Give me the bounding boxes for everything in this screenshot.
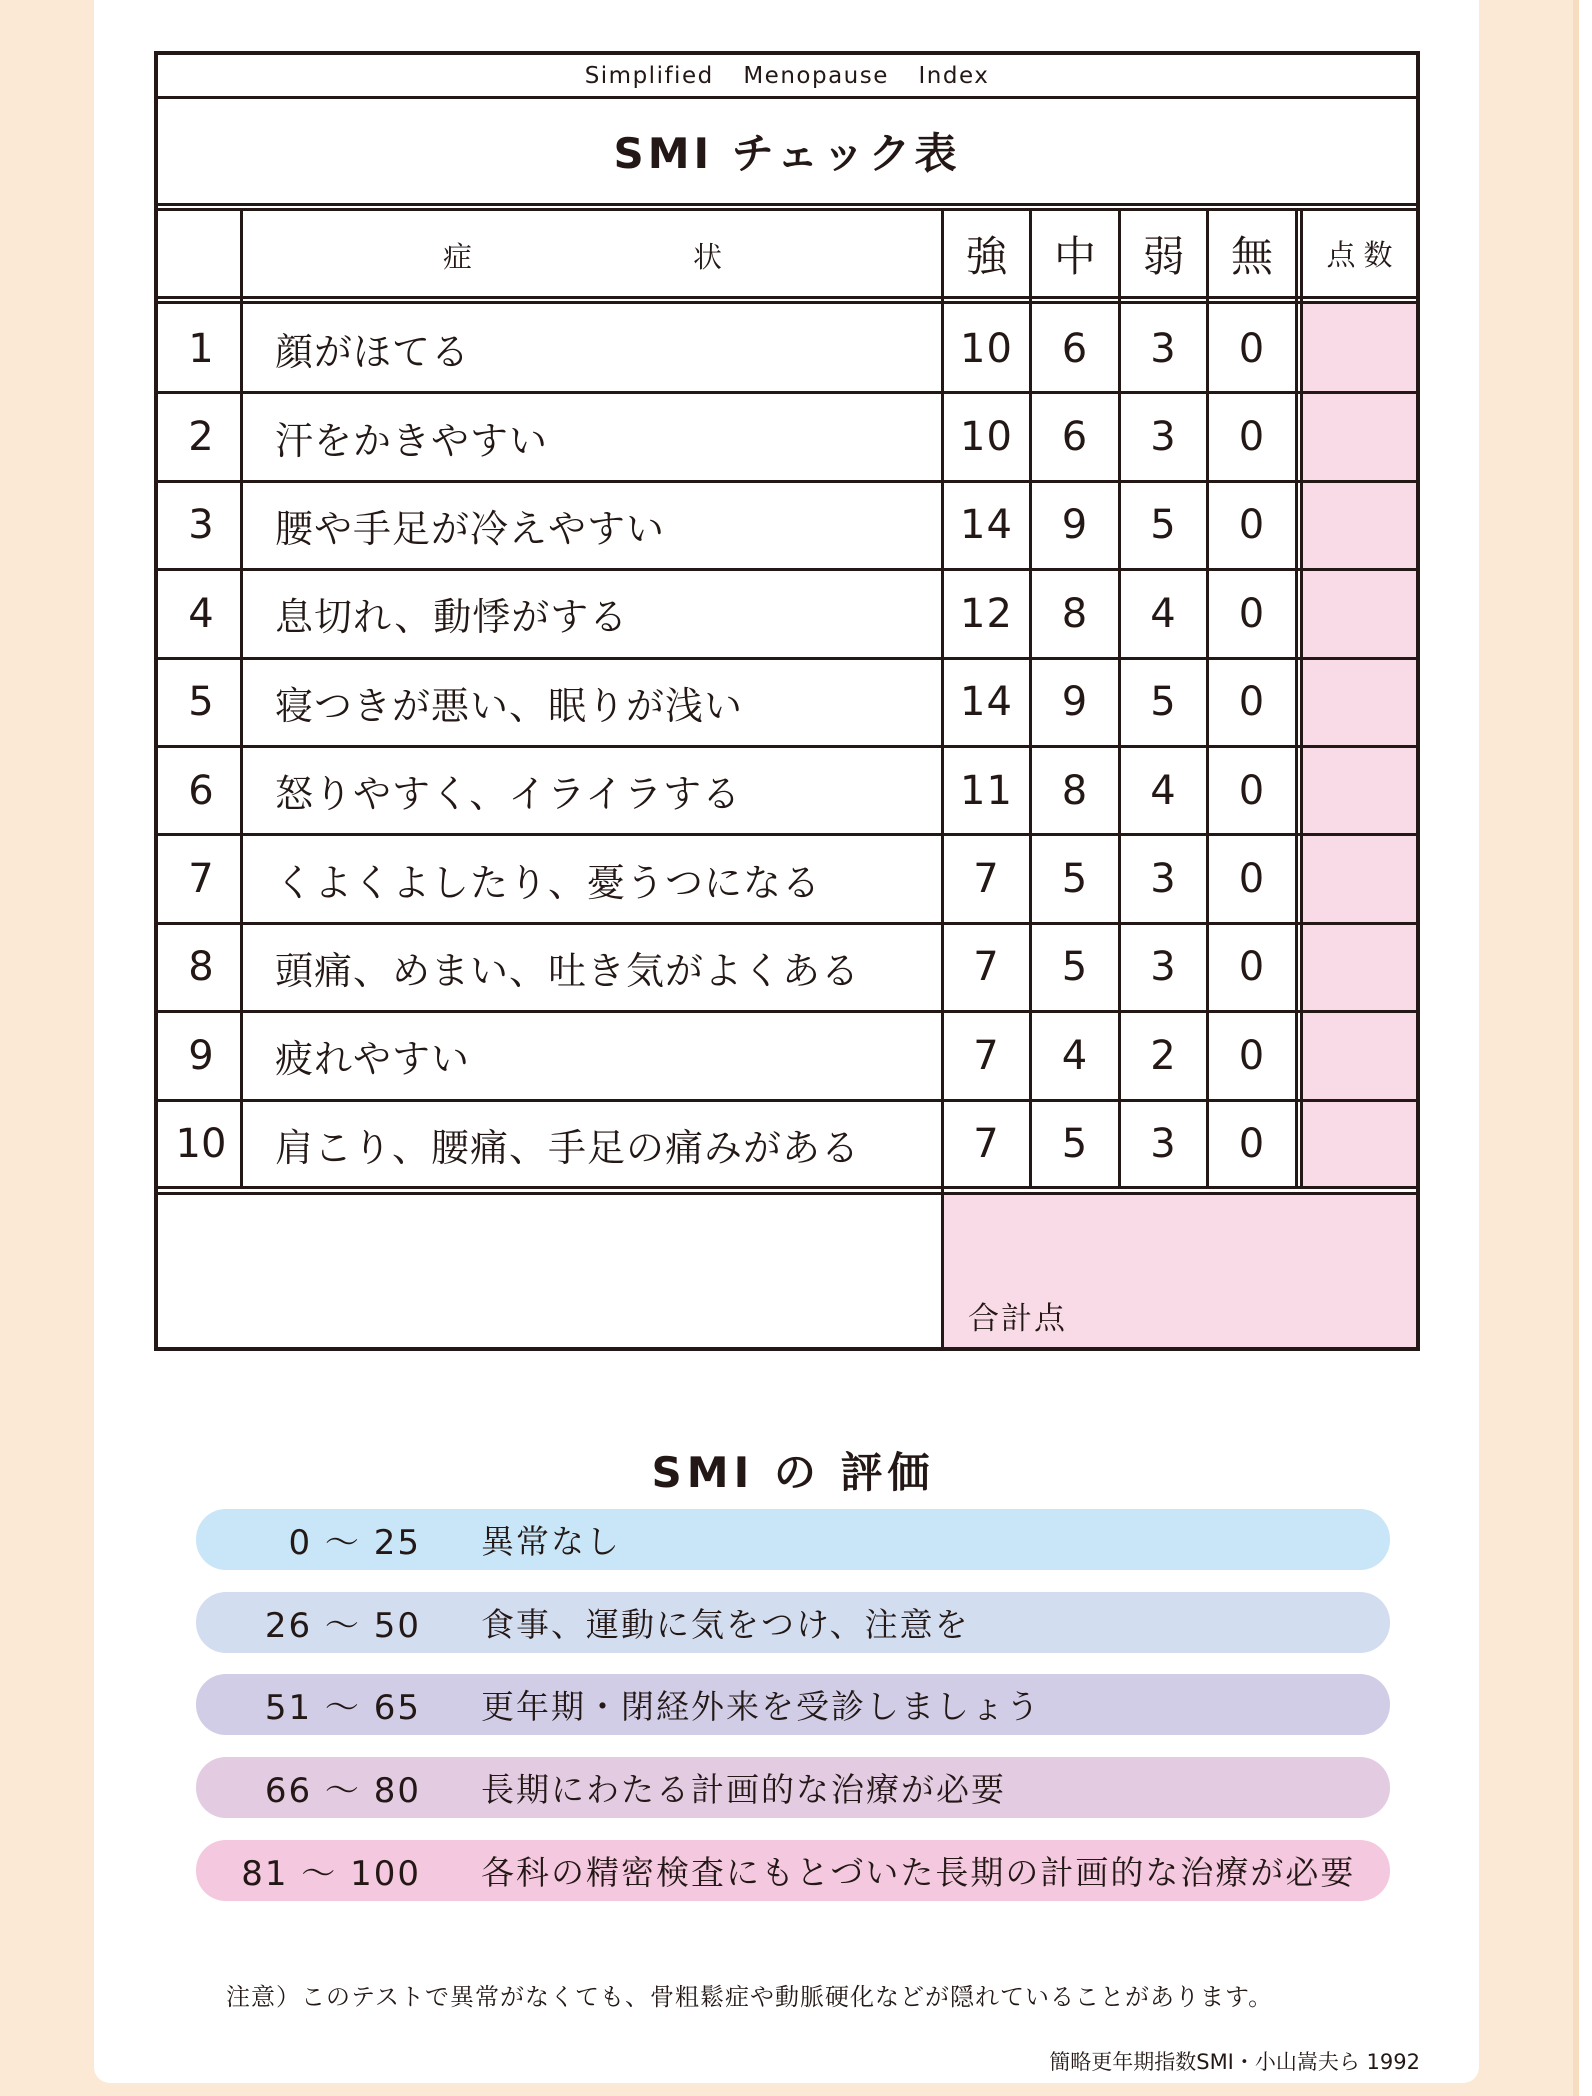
- row-score-weak: 5: [1150, 502, 1177, 549]
- row-score-none: 0: [1238, 679, 1266, 726]
- level-range: 81 ～ 100: [241, 1854, 421, 1894]
- row-score-medium: 5: [1061, 856, 1089, 903]
- row-score-weak: 4: [1150, 767, 1177, 814]
- total-input[interactable]: [944, 1195, 1416, 1347]
- row-symptom: 腰や手足が冷えやすい: [275, 506, 666, 551]
- level-description: 食事、運動に気をつけ、注意を: [481, 1605, 970, 1644]
- row-number: 4: [188, 590, 214, 637]
- row-points-input[interactable]: [1303, 394, 1416, 479]
- row-points-input[interactable]: [1303, 925, 1416, 1010]
- level-range: 0 ～ 25: [288, 1523, 421, 1563]
- header-symptom-left: 症: [443, 240, 473, 274]
- row-score-strong: 7: [973, 1121, 1000, 1168]
- row-points-input[interactable]: [1303, 483, 1416, 568]
- row-symptom: 息切れ、動悸がする: [275, 595, 629, 640]
- table-row: [154, 569, 1420, 657]
- evaluation-level: [196, 1757, 1390, 1818]
- table-row: [154, 658, 1420, 746]
- header-medium: 中: [1053, 231, 1096, 281]
- row-score-strong: 10: [960, 325, 1013, 372]
- row-score-medium: 6: [1061, 414, 1089, 461]
- table-row: [154, 834, 1420, 922]
- row-score-weak: 3: [1150, 325, 1177, 372]
- row-score-none: 0: [1238, 944, 1266, 991]
- row-number: 3: [188, 502, 214, 549]
- row-score-none: 0: [1238, 325, 1266, 372]
- row-score-weak: 5: [1150, 679, 1177, 726]
- header-symptom: [243, 211, 941, 296]
- row-score-medium: 4: [1061, 1032, 1089, 1079]
- level-description: 更年期・閉経外来を受診しましょう: [481, 1687, 1041, 1726]
- row-symptom: 頭痛、めまい、吐き気がよくある: [275, 948, 861, 993]
- row-score-weak: 3: [1150, 414, 1177, 461]
- table-border-bottom: [154, 1347, 1420, 1351]
- row-score-medium: 9: [1061, 679, 1089, 726]
- row-score-none: 0: [1238, 1032, 1266, 1079]
- header-points: 点数: [1326, 238, 1401, 272]
- level-description: 各科の精密検査にもとづいた長期の計画的な治療が必要: [481, 1853, 1356, 1892]
- row-number: 9: [188, 1032, 214, 1079]
- row-score-none: 0: [1238, 590, 1266, 637]
- evaluation-level: [196, 1674, 1390, 1735]
- table-row: [154, 923, 1420, 1011]
- row-points-input[interactable]: [1303, 660, 1416, 745]
- row-number: 6: [188, 767, 214, 814]
- row-symptom: 肩こり、腰痛、手足の痛みがある: [275, 1125, 861, 1170]
- row-number: 2: [188, 414, 214, 461]
- row-score-medium: 6: [1061, 325, 1089, 372]
- row-score-none: 0: [1238, 767, 1266, 814]
- row-score-strong: 10: [960, 414, 1013, 461]
- header-none: 無: [1230, 231, 1273, 281]
- symptom-rows: [154, 304, 1420, 1188]
- row-points-input[interactable]: [1303, 836, 1416, 921]
- row-score-strong: 7: [973, 944, 1000, 991]
- row-points-input[interactable]: [1303, 306, 1416, 391]
- row-score-strong: 12: [960, 590, 1013, 637]
- row-score-medium: 5: [1061, 944, 1089, 991]
- row-score-none: 0: [1238, 856, 1266, 903]
- table-row: [154, 481, 1420, 569]
- row-points-input[interactable]: [1303, 571, 1416, 656]
- row-symptom: 怒りやすく、イライラする: [275, 772, 742, 817]
- evaluation-level: [196, 1840, 1390, 1901]
- level-description: 長期にわたる計画的な治療が必要: [481, 1770, 1006, 1809]
- row-number: 1: [188, 325, 214, 372]
- table-row: [154, 1011, 1420, 1099]
- row-score-weak: 3: [1150, 856, 1177, 903]
- row-score-none: 0: [1238, 502, 1266, 549]
- row-score-weak: 2: [1150, 1032, 1177, 1079]
- row-score-medium: 9: [1061, 502, 1089, 549]
- title-divider-1: [154, 203, 1420, 206]
- row-score-none: 0: [1238, 414, 1266, 461]
- row-points-input[interactable]: [1303, 748, 1416, 833]
- row-score-strong: 7: [973, 856, 1000, 903]
- header-divider-1: [154, 296, 1420, 299]
- citation: 簡略更年期指数SMI・小山嵩夫ら 1992: [1049, 2050, 1420, 2074]
- row-score-weak: 3: [1150, 1121, 1177, 1168]
- total-label: 合計点: [968, 1301, 1067, 1337]
- table-row: [154, 1100, 1420, 1188]
- header-symptom-right: 状: [693, 240, 723, 274]
- row-score-medium: 8: [1061, 590, 1089, 637]
- row-score-strong: 14: [960, 679, 1013, 726]
- row-symptom: 疲れやすい: [275, 1037, 471, 1082]
- row-score-strong: 7: [973, 1032, 1000, 1079]
- footer-note: 注意）このテストで異常がなくても、骨粗鬆症や動脈硬化などが隠れていることがあります。: [226, 1983, 1274, 2011]
- table-subtitle: Simplified Menopause Index: [584, 62, 990, 89]
- row-score-weak: 4: [1150, 590, 1177, 637]
- level-range: 26 ～ 50: [264, 1606, 421, 1646]
- row-points-input[interactable]: [1303, 1013, 1416, 1098]
- level-range: 66 ～ 80: [264, 1771, 421, 1811]
- row-score-medium: 5: [1061, 1121, 1089, 1168]
- evaluation-title: SMI の 評価: [651, 1448, 935, 1497]
- table-row: [154, 392, 1420, 480]
- row-number: 7: [188, 856, 214, 903]
- row-points-input[interactable]: [1303, 1102, 1416, 1187]
- table-row: [154, 304, 1420, 392]
- row-number: 8: [188, 944, 214, 991]
- row-symptom: 顔がほてる: [275, 330, 471, 375]
- level-description: 異常なし: [481, 1522, 621, 1561]
- header-strong: 強: [965, 231, 1008, 281]
- row-score-none: 0: [1238, 1121, 1266, 1168]
- row-score-weak: 3: [1150, 944, 1177, 991]
- row-symptom: くよくよしたり、憂うつになる: [275, 860, 822, 905]
- row-number: 5: [188, 679, 214, 726]
- row-symptom: 汗をかきやすい: [275, 418, 549, 463]
- evaluation-level: [196, 1509, 1390, 1570]
- table-title: SMI チェック表: [613, 129, 961, 178]
- header-weak: 弱: [1142, 231, 1185, 281]
- row-symptom: 寝つきが悪い、眠りが浅い: [275, 683, 744, 728]
- level-range: 51 ～ 65: [264, 1688, 421, 1728]
- row-score-medium: 8: [1061, 767, 1089, 814]
- total-divider-1: [154, 1186, 1420, 1189]
- evaluation-level: [196, 1592, 1390, 1653]
- row-number: 10: [175, 1121, 227, 1168]
- table-row: [154, 746, 1420, 834]
- row-score-strong: 11: [960, 767, 1013, 814]
- row-score-strong: 14: [960, 502, 1013, 549]
